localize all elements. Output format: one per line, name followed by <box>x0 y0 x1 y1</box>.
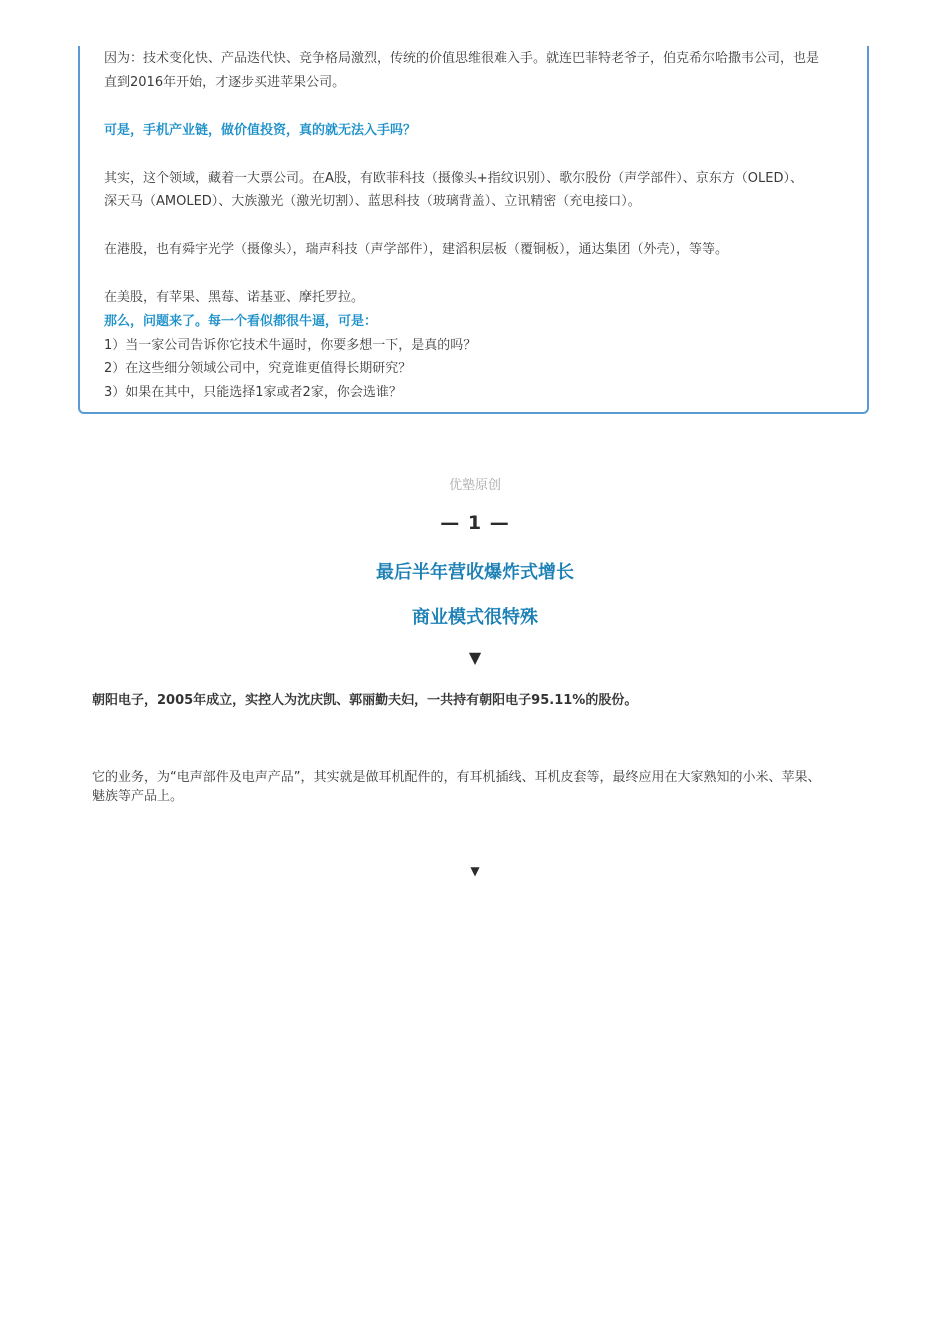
intro-paragraph: 朝阳电子，2005年成立，实控人为沈庆凯、郭丽勤夫妇，一共持有朝阳电子95.11%的股份。 <box>92 693 638 708</box>
down-arrow-icon: ▼ <box>468 648 482 667</box>
quote-text-line: 在美股，有苹果、黑莓、诺基亚、摩托罗拉。 <box>104 290 365 305</box>
quote-text-line: 因为：技术变化快、产品迭代快、竞争格局激烈，传统的价值思维很难入手。就连巴菲特老爷子，伯克希尔哈撒韦公司，也是 <box>104 51 820 66</box>
section-title-line1: 最后半年营收爆炸式增长 <box>376 562 574 583</box>
quote-text-line: 深天马（AMOLED）、大族激光（激光切割）、蓝思科技（玻璃背盖）、立讯精密（充电接口）。 <box>104 194 641 209</box>
quote-list-item: 3）如果在其中，只能选择1家或者2家，你会选谁？ <box>104 385 402 400</box>
quote-list-item: 1）当一家公司告诉你它技术牛逼时，你要多想一下，是真的吗？ <box>104 338 477 353</box>
quote-highlight-question: 那么，问题来了。每一个看似都很牛逼，可是： <box>104 314 378 329</box>
business-paragraph-line: 它的业务，为“电声部件及电声产品”，其实就是做耳机配件的，有耳机插线、耳机皮套等，最终应用在大家熟知的小米、苹果、 <box>92 770 821 785</box>
quote-text-line: 在港股，也有舜宇光学（摄像头），瑞声科技（声学部件），建滔积层板（覆铜板），通达集团（外壳），等等。 <box>104 242 729 257</box>
quote-list-item: 2）在这些细分领域公司中，究竟谁更值得长期研究？ <box>104 361 412 376</box>
section-number: — 1 — <box>440 512 510 534</box>
down-arrow-icon: ▼ <box>470 864 480 878</box>
section-title-line2: 商业模式很特殊 <box>412 607 538 628</box>
source-label: 优塾原创 <box>448 478 501 493</box>
business-paragraph-line: 魅族等产品上。 <box>92 789 184 804</box>
quote-text-line: 直到2016年开始，才逐步买进苹果公司。 <box>104 75 346 90</box>
quote-text-line: 其实，这个领域，藏着一大票公司。在A股，有欧菲科技（摄像头+指纹识别）、歌尔股份（声学部件）、京东方（OLED）、 <box>104 171 803 186</box>
quote-highlight-question: 可是，手机产业链，做价值投资，真的就无法入手吗？ <box>104 123 417 138</box>
